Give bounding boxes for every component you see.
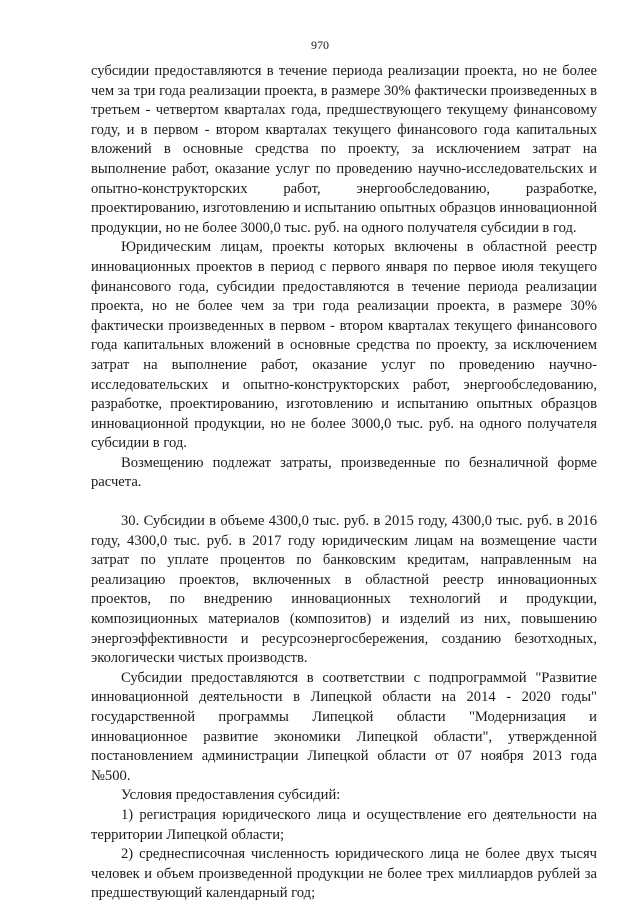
document-body bbox=[91, 62, 597, 904]
paragraph-item-30-subsidies: 30. Субсидии в объеме 4300,0 тыс. руб. в 2015 году, 4300,0 тыс. руб. в 2016 году, 4300,0 тыс. руб. в 2017 году юридическим лицам на возмещение части затрат по уплате процентов по банковским кредитам, направленным на реализацию проектов, включенных в областной реестр инновационных проектов, по внедрению инновационных технологий и продукции, композиционных материалов (композитов) и изделий из них, повышению энергоэффективности и ресурсоэнергосбережения, созданию безотходных, экологически чистых производств. bbox=[91, 513, 597, 667]
paragraph-spacer bbox=[91, 493, 597, 512]
paragraph-conditions-heading: Условия предоставления субсидий: bbox=[121, 787, 341, 804]
paragraph-cashless-costs: Возмещению подлежат затраты, произведенные по безналичной форме расчета. bbox=[91, 454, 597, 491]
paragraph-subsidy-conditions-continued: субсидии предоставляются в течение периода реализации проекта, но не более чем за три года реализации проекта, в размере 30% фактически произведенных в третьем - четвертом кварталах года, предшествующего текущему финансовому году, и в первом - втором кварталах текущего финансового года капитальных вложений в основные средства по проекту, за исключением затрат на выполнение работ, оказание услуг по проведению научно-исследовательских и опытно-конструкторских работ, энергообследованию, разработке, проектированию, изготовлению и испытанию опытных образцов инновационной продукции, но не более 3000,0 тыс. руб. на одного получателя субсидии в год. bbox=[91, 63, 598, 236]
list-item-condition-1: 1) регистрация юридического лица и осуществление его деятельности на территории Липецкой области; bbox=[91, 806, 597, 843]
page-number: 970 bbox=[311, 38, 329, 52]
paragraph-subprogram-reference: Субсидии предоставляются в соответствии с подпрограммой "Развитие инновационной деятельности в Липецкой области на 2014 - 2020 годы" государственной программы Липецкой области "Модернизация и инновационное развитие экономики Липецкой области", утвержденной постановлением администрации Липецкой области от 07 ноября 2013 года №500. bbox=[91, 669, 597, 784]
list-item-condition-2: 2) среднесписочная численность юридического лица не более двух тысяч человек и объем произведенной продукции не более трех миллиардов рублей за предшествующий календарный год; bbox=[91, 846, 597, 902]
paragraph-legal-entities-first-half: Юридическим лицам, проекты которых включены в областной реестр инновационных проектов в период с первого января по первое июля текущего финансового года, субсидии предоставляются в течение периода реализации проекта, но не более чем за три года реализации проекта, в размере 30% фактически произведенных в первом - втором кварталах текущего финансового года капитальных вложений в основные средства по проекту, за исключением затрат на выполнение работ, оказание услуг по проведению научно-исследовательских и опытно-конструкторских работ, энергообследованию, разработке, проектированию, изготовлению и испытанию опытных образцов инновационной продукции, но не более 3000,0 тыс. руб. на одного получателя субсидии в год. bbox=[91, 239, 597, 452]
